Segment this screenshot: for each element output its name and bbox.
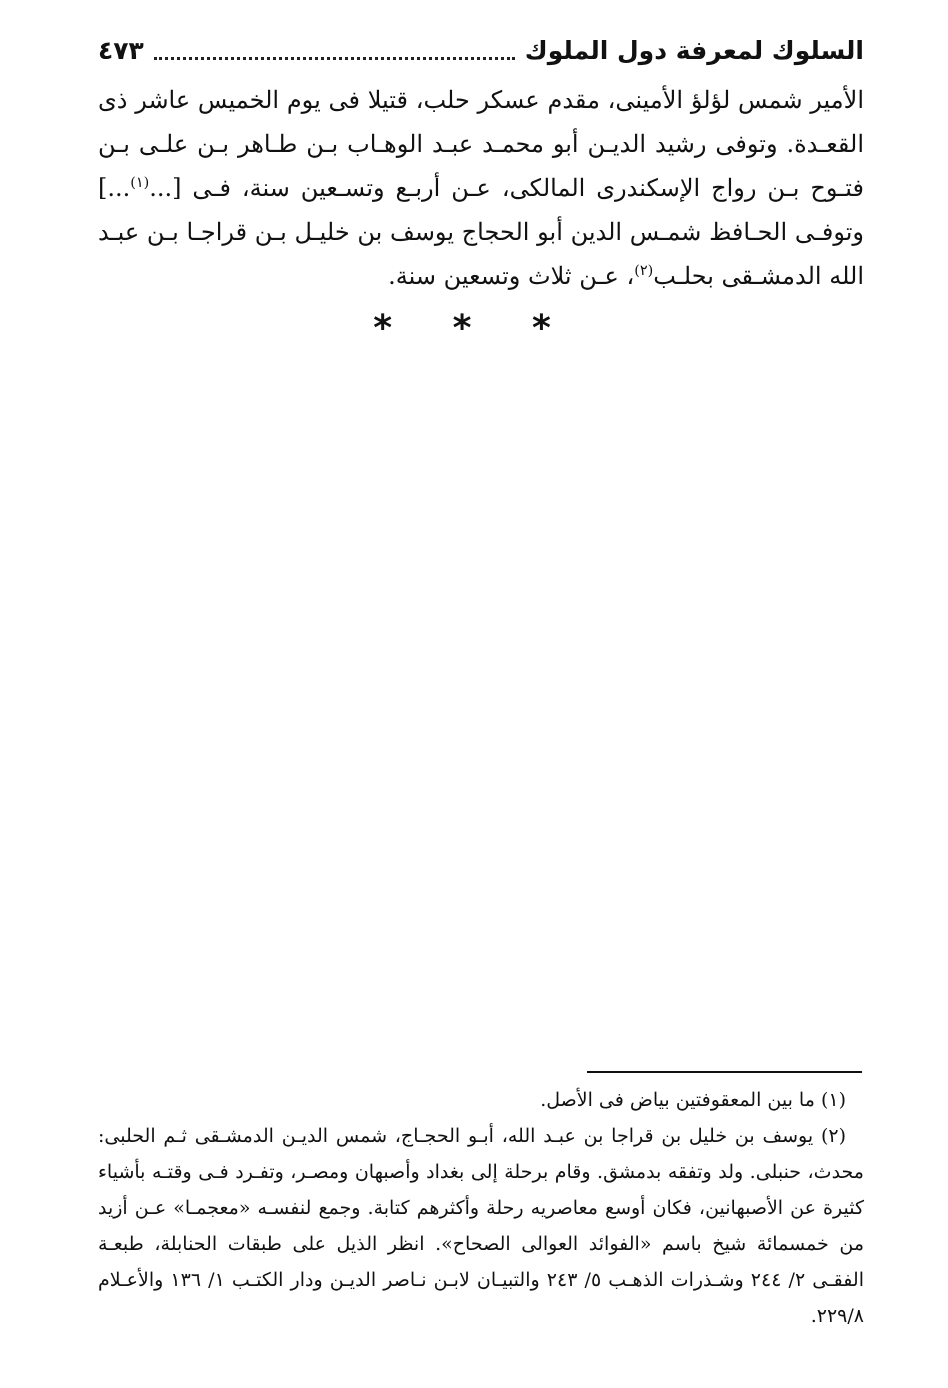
paragraph-text-cont: ...] وتوفـى الحـافظ شمـس الدين أبو الحجاج يوسف بن خليـل بـن قراجـا بـن عبـد الله الدمشـقى بحلـب	[98, 174, 864, 290]
footnote-1: (١) ما بين المعقوفتين بياض فى الأصل.	[540, 1089, 846, 1111]
leader-dots	[154, 57, 515, 60]
footnote-rule	[587, 1071, 862, 1073]
page-number: ٤٧٣	[98, 35, 144, 65]
paragraph-text: الأمير شمس لؤلؤ الأمينى، مقدم عسكر حلب، قتيلا فى يوم الخميس عاشر ذى القعـدة. وتوفى رشيد الديـن أبو محمـد عبـد الوهـاب بـن طـاهر بـن علـى بـن فتـوح بـن رواج الإسكندرى المالكى، عـن أربـع وتسـعين سنة، فـى [...	[98, 86, 864, 202]
main-paragraph	[98, 78, 864, 298]
main-text	[98, 78, 864, 298]
footnote-ref-1: (١)	[130, 175, 150, 191]
section-separator: * * *	[373, 308, 575, 349]
page-header	[98, 30, 864, 70]
footnote-2: (٢) يوسف بن خليل بن قراجا بن عبـد الله، أبـو الحجـاج، شمس الديـن الدمشـقى ثـم الحلبى: محدث، حنبلى. ولد وتفقه بدمشق. وقام برحلة إلى بغداد وأصبهان ومصـر، وتفـرد فـى وقتـه بأشياء كثيرة عن الأصبهانين، فكان أوسع معاصريه رحلة وأكثرهم كتابة. وجمع لنفسـه «معجمـا» عـن أزيد من خمسمائة شيخ باسم «الفوائد العوالى الصحاح». انظر الذيل على طبقات الحنابلة، طبعـة الفقـى ٢/ ٢٤٤ وشـذرات الذهـب ٥/ ٢٤٣ والتبيـان لابـن نـاصر الديـن ودار الكتـب ١/ ١٣٦ والأعـلام ٢٢٩/٨.	[98, 1125, 864, 1327]
footnotes	[98, 1082, 864, 1334]
footnote-ref-2: (٢)	[634, 263, 654, 279]
paragraph-text-end: ، عـن ثلاث وتسعين سنة.	[388, 262, 635, 290]
running-title: السلوك لمعرفة دول الملوك	[524, 35, 864, 65]
